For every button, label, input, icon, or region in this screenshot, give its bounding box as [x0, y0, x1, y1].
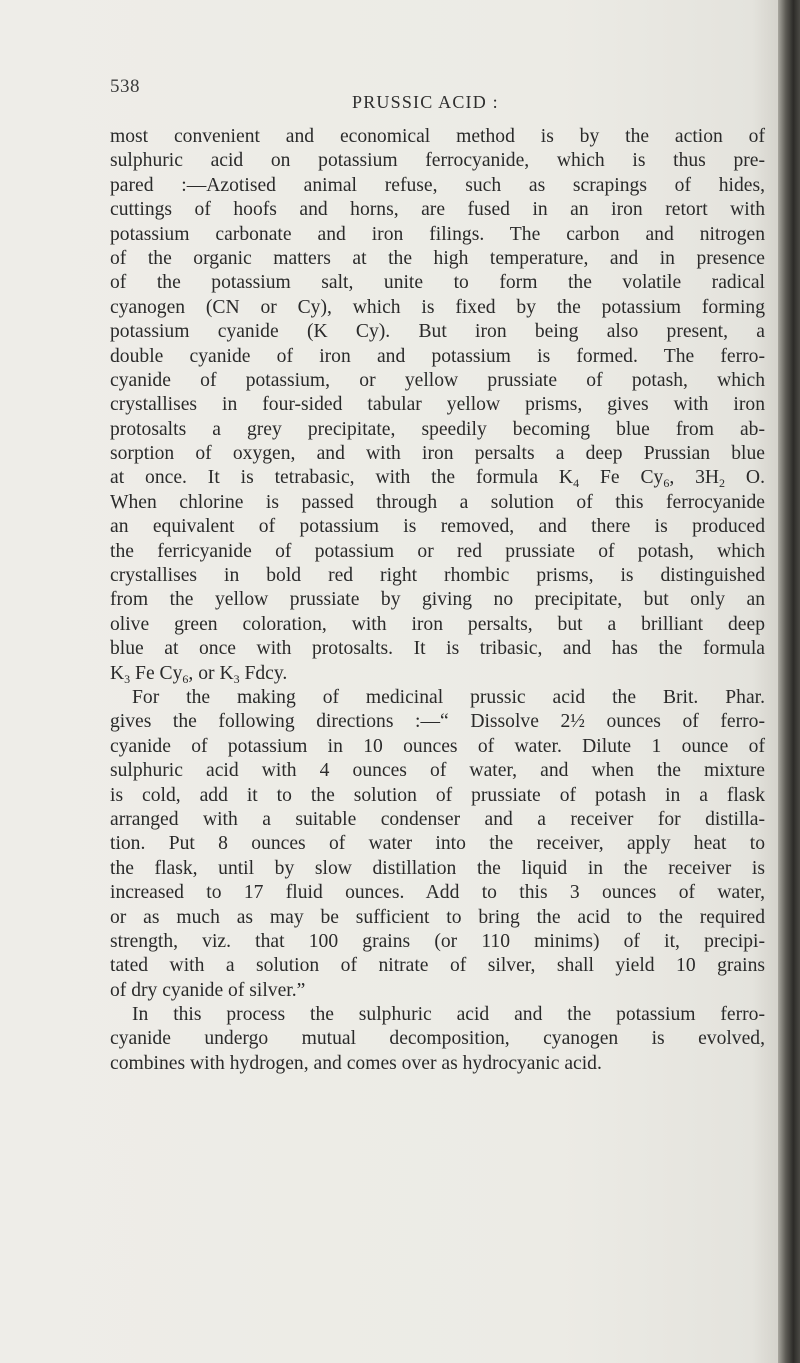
text-line: In this process the sulphuric acid and the potassium ferro-	[132, 1004, 765, 1026]
text-line: For the making of medicinal prussic acid the Brit. Phar.	[132, 686, 765, 708]
text-line: pared :—Azotised animal refuse, such as scrapings of hides,	[110, 174, 765, 196]
text-line: sulphuric acid with 4 ounces of water, and when the mixture	[110, 760, 765, 782]
text-line: potassium cyanide (K Cy). But iron being also present, a	[110, 321, 765, 343]
text-run: O.	[725, 467, 765, 489]
text-line: cyanide of potassium in 10 ounces of water. Dilute 1 ounce of	[110, 735, 765, 757]
text-run: Fe Cy	[579, 467, 664, 489]
text-line: or as much as may be sufficient to bring the acid to the required	[110, 906, 765, 928]
text-line: sorption of oxygen, and with iron persalts a deep Prussian blue	[110, 443, 765, 465]
text-run: , or K	[188, 662, 234, 684]
subscript: 6	[182, 671, 189, 686]
text-line: crystallises in bold red right rhombic prisms, is distinguished	[110, 565, 765, 587]
text-run: , 3H	[669, 467, 720, 489]
text-line: of the potassium salt, unite to form the volatile radical	[110, 272, 765, 294]
subscript: 3	[124, 671, 131, 686]
text-line: protosalts a grey precipitate, speedily becoming blue from ab-	[110, 418, 765, 440]
formula-line	[110, 662, 765, 686]
text-line: from the yellow prussiate by giving no precipitate, but only an	[110, 589, 765, 611]
text-line: cyanide of potassium, or yellow prussiate of potash, which	[110, 369, 765, 391]
text-line: of the organic matters at the high temperature, and in presence	[110, 247, 765, 269]
page-number: 538	[110, 76, 140, 97]
text-line: tion. Put 8 ounces of water into the receiver, apply heat to	[110, 833, 765, 855]
text-line: the ferricyanide of potassium or red prussiate of potash, which	[110, 540, 765, 562]
subscript: 6	[663, 476, 670, 491]
text-run: at once. It is tetrabasic, with the formula K	[110, 467, 574, 489]
text-line: cyanide undergo mutual decomposition, cyanogen is evolved,	[110, 1028, 765, 1050]
text-run: K	[110, 662, 125, 684]
running-head: PRUSSIC ACID :	[352, 92, 499, 112]
text-run: Fdcy.	[239, 662, 288, 684]
text-line: the flask, until by slow distillation the liquid in the receiver is	[110, 857, 765, 879]
text-line: an equivalent of potassium is removed, and there is produced	[110, 516, 765, 538]
text-line: combines with hydrogen, and comes over as hydrocyanic acid.	[110, 1052, 602, 1074]
text-line: most convenient and economical method is by the action of	[110, 126, 765, 147]
formula-line	[110, 466, 765, 490]
text-line: double cyanide of iron and potassium is formed. The ferro-	[110, 345, 765, 367]
text-line: potassium carbonate and iron filings. The carbon and nitrogen	[110, 223, 765, 245]
text-line: sulphuric acid on potassium ferrocyanide, which is thus pre-	[110, 150, 765, 172]
subscript: 3	[233, 671, 240, 686]
text-line: When chlorine is passed through a solution of this ferrocyanide	[110, 491, 765, 513]
text-line: gives the following directions :—“ Dissolve 2½ ounces of ferro-	[110, 711, 765, 733]
text-line: is cold, add it to the solution of prussiate of potash in a flask	[110, 784, 765, 806]
subscript: 4	[573, 476, 580, 491]
body-text	[110, 125, 765, 1076]
text-line: blue at once with protosalts. It is tribasic, and has the formula	[110, 638, 765, 660]
text-line: crystallises in four-sided tabular yellow prisms, gives with iron	[110, 394, 765, 416]
text-line: strength, viz. that 100 grains (or 110 minims) of it, precipi-	[110, 930, 765, 952]
page-binding-edge	[778, 0, 800, 1363]
text-line: of dry cyanide of silver.”	[110, 979, 306, 1001]
text-line: tated with a solution of nitrate of silver, shall yield 10 grains	[110, 955, 765, 977]
text-line: cyanogen (CN or Cy), which is fixed by the potassium forming	[110, 296, 765, 318]
text-line: arranged with a suitable condenser and a receiver for distilla-	[110, 808, 765, 830]
text-run: Fe Cy	[130, 662, 183, 684]
text-line: cuttings of hoofs and horns, are fused in an iron retort with	[110, 199, 765, 221]
text-line: increased to 17 fluid ounces. Add to this 3 ounces of water,	[110, 882, 765, 904]
subscript: 2	[719, 476, 726, 491]
text-line: olive green coloration, with iron persalts, but a brilliant deep	[110, 613, 765, 635]
